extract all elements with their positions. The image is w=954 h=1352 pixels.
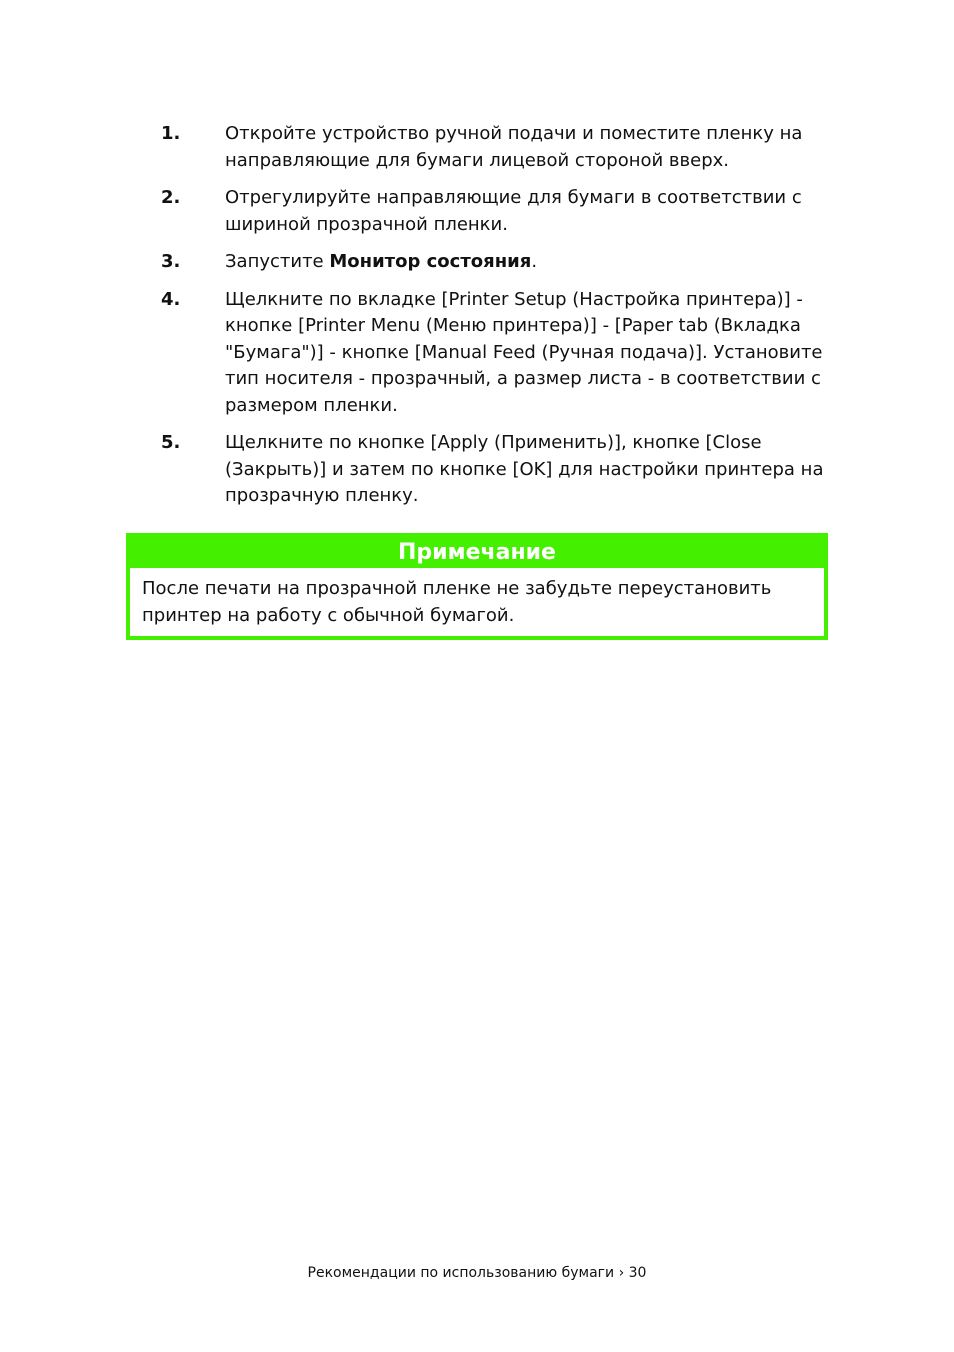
step-number: 3. bbox=[161, 251, 181, 272]
step-number: 2. bbox=[161, 187, 181, 208]
footer-section-title: Рекомендации по использованию бумаги bbox=[307, 1265, 615, 1281]
note-box bbox=[126, 533, 828, 640]
page-footer bbox=[0, 1263, 954, 1283]
step-text: Откройте устройство ручной подачи и поместите пленку на направляющие для бумаги лицевой стороной вверх. bbox=[225, 123, 803, 171]
step-text bbox=[225, 249, 825, 276]
list-item bbox=[0, 185, 954, 238]
step-number: 1. bbox=[161, 123, 181, 144]
page-number: 30 bbox=[628, 1265, 647, 1281]
list-item bbox=[0, 121, 954, 174]
step-text-tail: . bbox=[531, 251, 538, 272]
list-item bbox=[0, 287, 954, 420]
footer-line bbox=[308, 1263, 647, 1283]
step-number: 4. bbox=[161, 288, 181, 310]
step-number: 5. bbox=[161, 432, 181, 453]
note-title: Примечание bbox=[130, 537, 824, 568]
instruction-list bbox=[0, 121, 954, 521]
step-text-lead: Запустите bbox=[225, 251, 330, 272]
list-item bbox=[0, 430, 954, 510]
note-text: После печати на прозрачной пленке не забудьте переустановить принтер на работу с обычной бумагой. bbox=[142, 578, 772, 626]
chevron-right-icon: › bbox=[618, 1265, 625, 1281]
step-text: Отрегулируйте направляющие для бумаги в соответствии с шириной прозрачной пленки. bbox=[225, 187, 802, 235]
step-text: Щелкните по вкладке [Printer Setup (Настройка принтера)] - кнопке [Printer Menu (Меню принтера)] - [Paper tab (Вкладка "Бумага")] - кнопке [Manual Feed (Ручная подача)]. Установите тип носителя - прозрачный, а размер листа - в соответствии с размером пленки. bbox=[225, 288, 823, 416]
status-monitor-name: Монитор состояния bbox=[329, 251, 532, 272]
step-text: Щелкните по кнопке [Apply (Применить)], кнопке [Close (Закрыть)] и затем по кнопке [OK] для настройки принтера на прозрачную пленку. bbox=[225, 432, 824, 506]
list-item bbox=[0, 249, 954, 276]
